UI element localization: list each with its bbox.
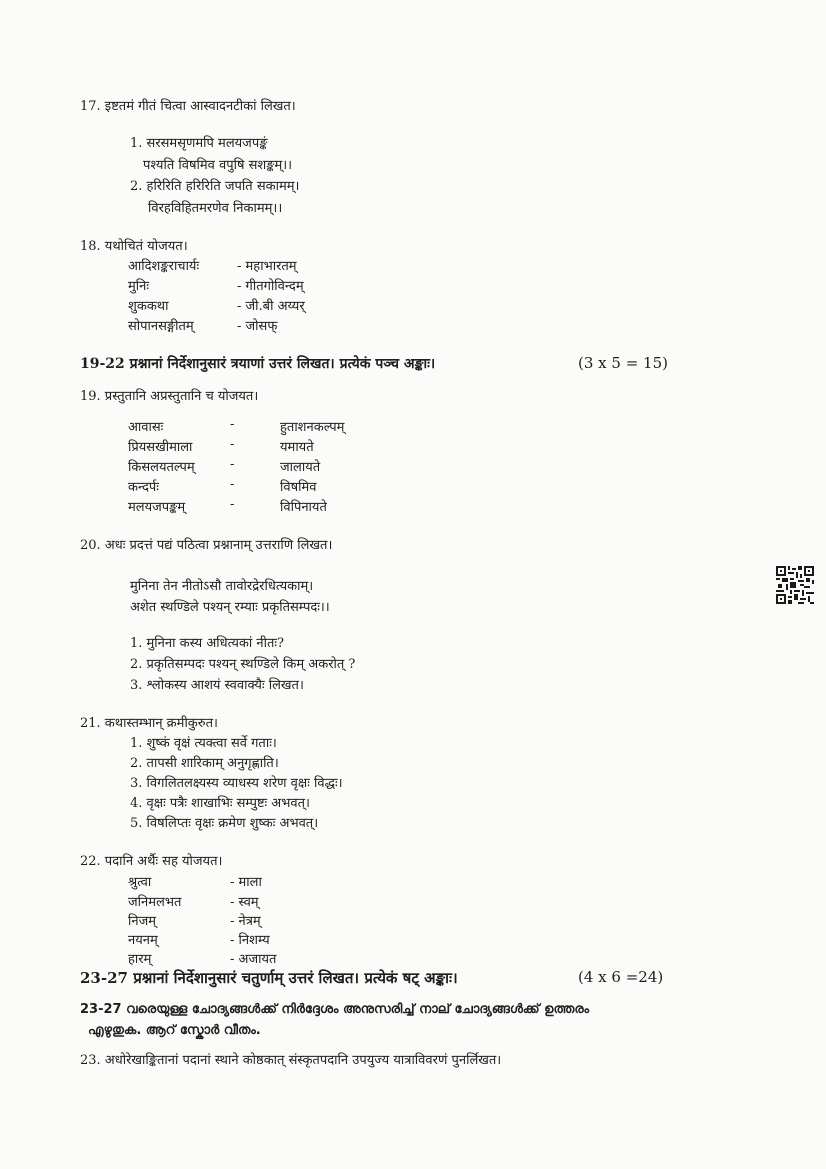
section-title: 23-27 प्रश्नानां निर्देशानुसारं चतुर्णाम् उत्तरं लिखत। प्रत्येकं षट् अङ्काः। (80, 969, 458, 987)
section-title: 19-22 प्रश्नानां निर्देशानुसारं त्रयाणां उत्तरं लिखत। प्रत्येकं पञ्च अङ्काः। (80, 356, 436, 372)
section-marks: (3 x 5 = 15) (578, 354, 668, 372)
match-left: सोपानसङ्गीतम् (128, 319, 194, 334)
match-right: यमायते (280, 440, 314, 455)
match-right: - नेत्रम् (230, 914, 261, 929)
verse-line: मुनिना तेन नीतोऽसौ तावोरद्रेरधित्यकाम्। (130, 579, 314, 594)
match-dash: - (230, 417, 235, 432)
list-item: 4. वृक्षः पत्रैः शाखाभिः सम्पुष्टः अभवत्। (130, 796, 310, 811)
malayalam-instruction: 23-27 വരെയുള്ള ചോദ്യങ്ങൾക്ക് നിർദ്ദേശം അനുസരിച്ച് നാല് ചോദ്യങ്ങൾക്ക് ഉത്തരം (80, 1002, 590, 1017)
match-right: जालायते (280, 460, 321, 475)
match-right: - माला (230, 875, 262, 890)
match-left: जनिमलभत (128, 895, 182, 910)
question-17-heading: 17. इष्टतमं गीतं चित्वा आस्वादनटीकां लिखत। (80, 99, 296, 114)
match-right: हुताशनकल्पम् (280, 420, 345, 435)
question-18-heading: 18. यथोचितं योजयत। (80, 239, 188, 254)
match-dash: - (230, 497, 235, 512)
match-left: किसलयतल्पम् (128, 460, 195, 475)
match-dash: - (230, 477, 235, 492)
match-right: विपिनायते (280, 500, 327, 515)
sub-question: 2. प्रकृतिसम्पदः पश्यन् स्थण्डिले किम् अकरोत् ? (130, 657, 356, 672)
match-right: - अजायत (230, 952, 277, 967)
list-item: 2. तापसी शारिकाम् अनुगृह्णाति। (130, 756, 279, 771)
match-left: प्रियसखीमाला (128, 440, 193, 455)
list-item: 3. विगलितलक्ष्यस्य व्याधस्य शरेण वृक्षः विद्धः। (130, 776, 343, 791)
match-right: - स्वम् (230, 895, 259, 910)
question-20-heading: 20. अधः प्रदत्तं पद्यं पठित्वा प्रश्नानाम् उत्तराणि लिखत। (80, 538, 333, 553)
match-right: - महाभारतम् (237, 259, 297, 274)
match-right: - निशम्य (230, 933, 270, 948)
match-left: शुककथा (128, 299, 169, 314)
question-21-heading: 21. कथास्तम्भान् क्रमीकुरुत। (80, 716, 218, 731)
match-left: हारम् (128, 952, 152, 967)
match-left: मलयजपङ्कम् (128, 500, 186, 515)
match-right: - गीतगोविन्दम् (237, 279, 304, 294)
match-left: आवासः (128, 420, 164, 435)
verse-line: अशेत स्थण्डिले पश्यन् रम्याः प्रकृतिसम्पदः।। (130, 600, 330, 615)
verse-line: 2. हरिरिति हरिरिति जपति सकामम्। (130, 179, 300, 194)
match-right: - जी.बी अय्यर् (237, 299, 305, 314)
match-left: आदिशङ्कराचार्यः (128, 259, 200, 274)
verse-line: 1. सरसमसृणमपि मलयजपङ्कं (130, 136, 268, 151)
verse-line: पश्यति विषमिव वपुषि सशङ्कम्।। (143, 158, 293, 173)
question-23-heading: 23. अधोरेखाङ्कितानां पदानां स्थाने कोष्ठकात् संस्कृतपदानि उपयुज्य यात्राविवरणं पुनर्लिखत। (80, 1053, 502, 1068)
match-right: - जोसफ् (237, 319, 278, 334)
malayalam-instruction: എഴുതുക. ആറ് സ്കോർ വീതം. (88, 1023, 261, 1038)
match-right: विषमिव (280, 480, 317, 495)
sub-question: 1. मुनिना कस्य अधित्यकां नीतः? (130, 636, 284, 651)
qr-code-icon (776, 566, 814, 604)
verse-line: विरहविहितमरणेव निकामम्।। (148, 201, 283, 216)
match-dash: - (230, 437, 235, 452)
match-left: कन्दर्पः (128, 480, 159, 495)
list-item: 1. शुष्कं वृक्षं त्यक्त्वा सर्वे गताः। (130, 736, 277, 751)
match-left: मुनिः (128, 279, 149, 294)
match-left: नयनम् (128, 933, 158, 948)
match-dash: - (230, 457, 235, 472)
sub-question: 3. श्लोकस्य आशयं स्ववाक्यैः लिखत। (130, 678, 304, 693)
list-item: 5. विषलिप्तः वृक्षः क्रमेण शुष्कः अभवत्। (130, 816, 319, 831)
section-marks: (4 x 6 =24) (578, 968, 664, 986)
question-19-heading: 19. प्रस्तुतानि अप्रस्तुतानि च योजयत। (80, 389, 259, 404)
match-left: श्रुत्वा (128, 875, 152, 890)
match-left: निजम् (128, 914, 157, 929)
question-22-heading: 22. पदानि अर्थैः सह योजयत। (80, 854, 223, 869)
